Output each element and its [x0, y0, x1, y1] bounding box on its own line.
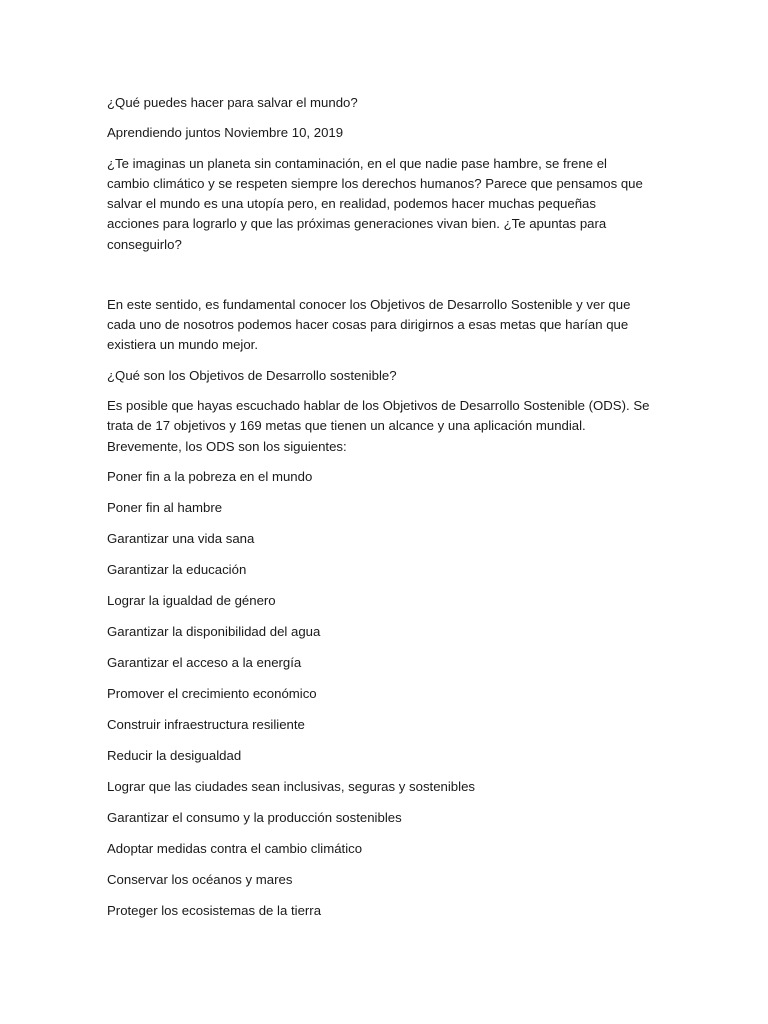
goals-list: [107, 467, 667, 932]
intro-line: conseguirlo?: [107, 236, 182, 252]
intro-line: acciones para lograrlo y que las próximas generaciones vivan bien. ¿Te apuntas para: [107, 216, 607, 232]
section-subheading: ¿Qué son los Objetivos de Desarrollo sostenible?: [107, 367, 397, 383]
goal-item: Garantizar la disponibilidad del agua: [107, 623, 321, 639]
goal-item: Lograr que las ciudades sean inclusivas, seguras y sostenibles: [107, 778, 475, 794]
blank-spacer: [107, 265, 667, 295]
intro-paragraph: [107, 154, 667, 255]
ods-description-paragraph: [107, 396, 667, 457]
goal-item: Proteger los ecosistemas de la tierra: [107, 902, 322, 918]
paragraph-line: cada uno de nosotros podemos hacer cosas para dirigirnos a esas metas que harían que: [107, 317, 629, 333]
goal-item: Garantizar el consumo y la producción sostenibles: [107, 809, 402, 825]
goal-item: Conservar los océanos y mares: [107, 871, 293, 887]
goal-item: Garantizar la educación: [107, 561, 247, 577]
intro-line: ¿Te imaginas un planeta sin contaminación, en el que nadie pase hambre, se frene el: [107, 155, 607, 171]
paragraph-line: trata de 17 objetivos y 169 metas que tienen un alcance y una aplicación mundial.: [107, 418, 586, 434]
goal-item: Construir infraestructura resiliente: [107, 716, 305, 732]
goal-item: Poner fin a la pobreza en el mundo: [107, 468, 313, 484]
goal-item: Garantizar el acceso a la energía: [107, 654, 302, 670]
goal-item: Garantizar una vida sana: [107, 530, 255, 546]
paragraph-line: Es posible que hayas escuchado hablar de los Objetivos de Desarrollo Sostenible (ODS). Se: [107, 398, 650, 414]
intro-line: cambio climático y se respeten siempre los derechos humanos? Parece que pensamos que: [107, 175, 643, 191]
goal-item: Lograr la igualdad de género: [107, 592, 276, 608]
paragraph-line: Brevemente, los ODS son los siguientes:: [107, 438, 347, 454]
document-title: ¿Qué puedes hacer para salvar el mundo?: [107, 95, 358, 110]
paragraph-line: existiera un mundo mejor.: [107, 337, 258, 353]
paragraph-line: En este sentido, es fundamental conocer los Objetivos de Desarrollo Sostenible y ver que: [107, 296, 631, 312]
document-byline: Aprendiendo juntos Noviembre 10, 2019: [107, 125, 344, 141]
goal-item: Adoptar medidas contra el cambio climático: [107, 840, 363, 856]
goal-item: Promover el crecimiento económico: [107, 685, 317, 701]
goal-item: Poner fin al hambre: [107, 499, 223, 515]
goal-item: Reducir la desigualdad: [107, 747, 242, 763]
document-page: [107, 93, 667, 932]
intro-line: salvar el mundo es una utopía pero, en realidad, podemos hacer muchas pequeñas: [107, 196, 596, 212]
ods-intro-paragraph: [107, 295, 667, 356]
